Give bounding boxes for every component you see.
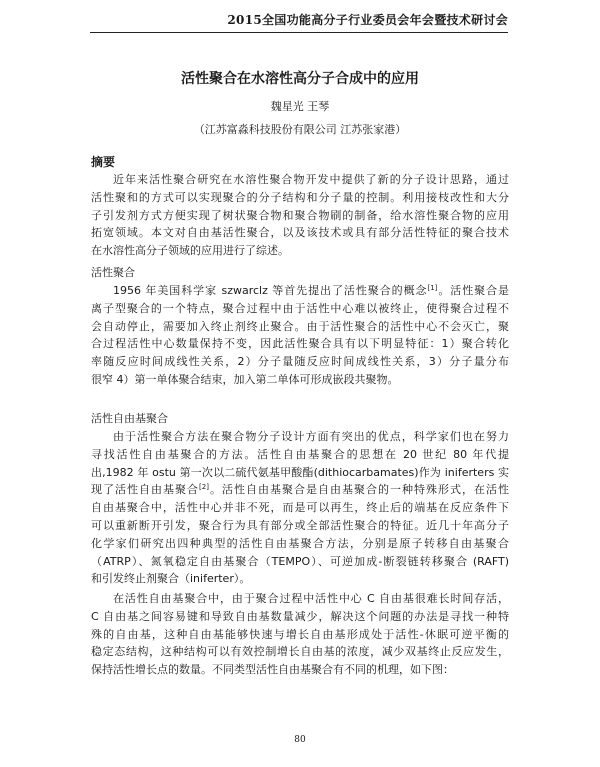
section2-line: 和引发终止剂聚合（iniferter）。 [91,572,251,586]
section-heading-living-polymerization: 活性聚合 [91,266,135,279]
section2-line: 保持活性增长点的数量。不同类型活性自由基聚合有不同的机理，如下图： [91,663,454,677]
section2-line: 化学家们研究出四种典型的活性自由基聚合方法，分别是原子转移自由基聚合 [91,536,509,550]
header-rule [90,32,508,33]
section2-paragraph-1 [91,428,509,588]
text-span: 。活性聚合是 [437,284,510,297]
running-header: 2015全国功能高分子行业委员会年会暨技术研讨会 [227,13,508,27]
text-span: 。活性自由基聚合是自由基聚合的一种特殊形式，在活性 [208,483,510,497]
section2-line: C 自由基之间容易键和导致自由基数量减少，解决这个问题的办法是寻找一种特 [91,609,509,623]
section2-line: 寻找活性自由基聚合的方法。活性自由基聚合的思想在 20 世纪 80 年代提 [91,447,509,461]
article-title: 活性聚合在水溶性高分子合成中的应用 [181,71,419,87]
section1-line: 会自动停止，需要加入终止剂终止聚合。由于活性聚合的活性中心不会灭亡，聚 [91,319,509,333]
page-number: 80 [294,735,306,745]
section2-line: 在活性自由基聚合中，由于聚合过程中活性中心 C 自由基很难长时间存活， [113,592,509,605]
abstract-line: 近年来活性聚合研究在水溶性聚合物开发中提供了新的分子设计思路，通过 [113,173,509,186]
section1-line [91,282,509,300]
section1-line: 很窄 4）第一单体聚合结束，加入第二单体可形成嵌段共聚物。 [91,372,399,386]
abstract-body [91,171,509,260]
abstract-line: 拓宽领域。本文对自由基活性聚合，以及该技术或具有部分活性特征的聚合技术 [91,226,509,240]
section2-line: 殊的自由基，这种自由基能够快速与增长自由基形成处于活性-休眠可逆平衡的 [91,627,509,641]
section1-line: 率随反应时间成线性关系，2）分子量随反应时间成线性关系，3）分子量分布 [91,355,509,369]
section1-line: 合过程活性中心数量保持不变，因此活性聚合具有以下明显特征：1）聚合转化 [91,337,509,351]
abstract-heading: 摘要 [91,155,116,169]
section2-line: 出,1982 年 ostu 第一次以二硫代氨基甲酸酯(dithiocarbamates)作为 iniferters 实 [91,465,509,479]
article-authors: 魏星光 王琴 [270,100,330,113]
abstract-line: 在水溶性高分子领域的应用进行了综述。 [91,244,289,258]
abstract-line: 子引发剂方式方便实现了树状聚合物和聚合物刷的制备，给水溶性聚合物的应用 [91,208,509,222]
text-span: 1956 年美国科学家 szwarclz 等首先提出了活性聚合的概念 [113,284,428,297]
section2-line [91,481,509,499]
citation-ref-1: [1] [427,284,438,292]
abstract-line: 活性聚和的方式可以实现聚合的分子结构和分子量的控制。利用接枝改性和大分 [91,190,509,204]
section2-line: 稳定态结构，这种结构可以有效控制增长自由基的浓度，减少双基终止反应发生， [91,645,509,659]
section2-line: 可以重新断开引发，聚合行为具有部分或全部活性聚合的特征。近几十年高分子 [91,518,509,532]
text-span: 现了活性自由基聚合 [91,483,200,497]
section2-line: 自由基聚合中，活性中心并非不死，而是可以再生，终止后的端基在反应条件下 [91,501,509,515]
section1-body [91,282,509,389]
section2-line: （ATRP）、氮氧稳定自由基聚合（TEMPO）、可逆加成-断裂链转移聚合 (RAFT) [91,554,509,568]
citation-ref-2: [2] [199,483,209,492]
section1-line: 离子型聚合的一个特点，聚合过程中由于活性中心难以被终止，使得聚合过程不 [91,301,509,315]
section-heading-living-radical: 活性自由基聚合 [91,412,168,425]
section2-line: 由于活性聚合方法在聚合物分子设计方面有突出的优点，科学家们也在努力 [113,430,509,443]
article-affiliation: （江苏富淼科技股份有限公司 江苏张家港） [193,123,407,136]
section2-paragraph-2 [91,590,509,679]
